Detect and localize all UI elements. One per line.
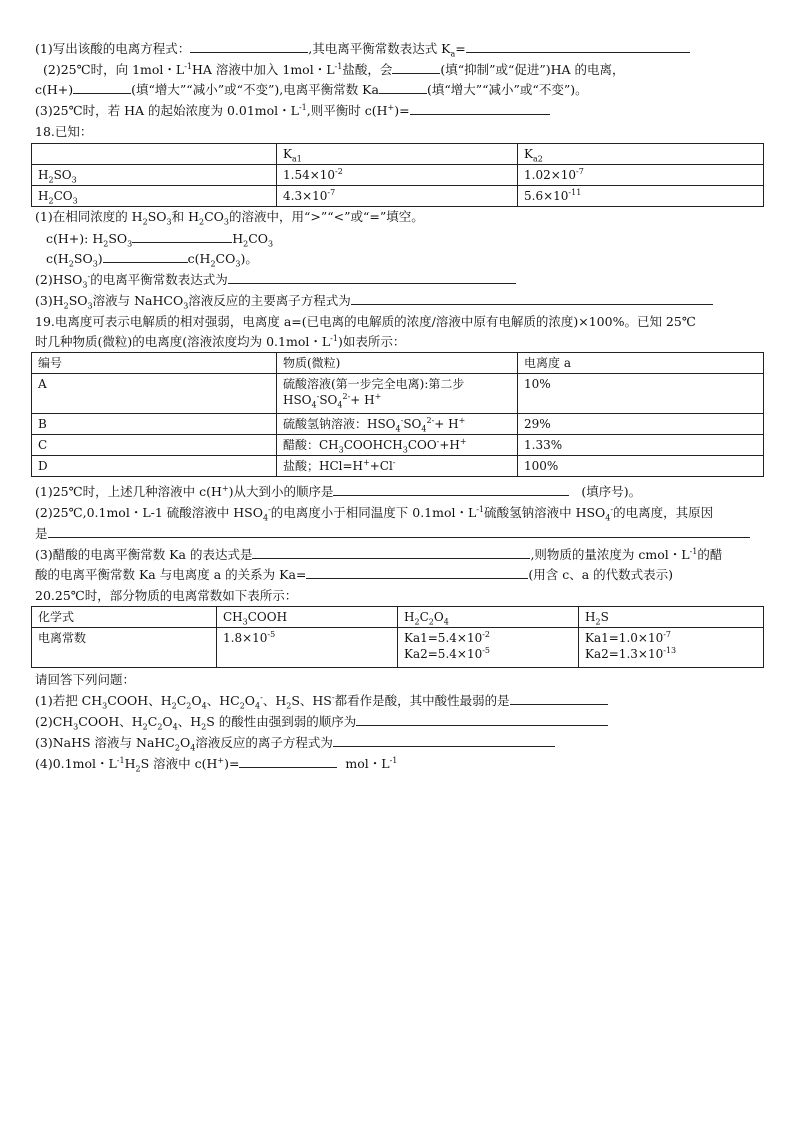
q17-part2: (2)25℃时，向 1mol・$L^{-1}HA$ 溶液中加入 1mol・$L^{-1}$盐酸，会 (填“抑制”或“促进”)HA 的电离，: [43, 61, 625, 77]
table-header: $H_2S$: [579, 607, 764, 628]
answer-blank[interactable]: [190, 41, 308, 53]
q18-title: 18.已知：: [35, 124, 93, 139]
q20-ask: 请回答下列问题：: [35, 672, 136, 687]
table-cell: $Ka1=5.4\times 10^{-2}$ $Ka2=5.4\times 10^{-5}$: [398, 628, 579, 668]
q19-ionization-table: [31, 352, 764, 477]
table-cell: $H_2CO_3$: [32, 186, 277, 207]
table-header: $H_2C_2O_4$: [398, 607, 579, 628]
table-cell: $1.54\times 10^{-2}$: [277, 165, 518, 186]
q20-constant-table: [31, 606, 764, 668]
table-row: [32, 628, 764, 668]
table-cell: $1.02\times 10^{-7}$: [518, 165, 764, 186]
q20-part2: $(2)CH_3COOH$、$H_2C_2O_4$、$H_2S$ 的酸性由强到弱的顺序为: [35, 714, 608, 730]
table-header: 编号: [32, 353, 277, 374]
answer-blank[interactable]: [239, 756, 337, 768]
table-row: [32, 435, 764, 456]
q17-part1: (1)写出该酸的电离方程式： ,其电离平衡常数表达式 $K_a=$: [35, 41, 690, 57]
table-cell: $5.6\times 10^{-11}$: [518, 186, 764, 207]
q18-compare-1: c(H+): $H_2SO_3$ $H_2CO_3$: [46, 231, 274, 249]
table-cell: [32, 144, 277, 165]
table-cell: 10%: [518, 374, 764, 414]
table-cell: 硫酸溶液(第一步完全电离):第二步 $HSO_4^-SO_4^{2-}+ H^+$: [277, 374, 518, 414]
table-row: [32, 456, 764, 477]
q20-part4: (4)0.1mol・$L^{-1}H_2S$ 溶液中 c(H+)= mol・$L^{-1}$: [35, 755, 398, 774]
table-cell: $1.8\times 10^{-5}$: [217, 628, 398, 668]
answer-blank[interactable]: [379, 82, 427, 94]
q19-intro: 19.电离度可表示电解质的相对强弱，电离度 a=(已电离的电解质的浓度/溶液中原有电解质的浓度)×100%。已知 25℃: [35, 314, 696, 329]
table-row: [32, 374, 764, 414]
answer-blank[interactable]: [73, 82, 131, 94]
answer-blank[interactable]: [306, 567, 528, 579]
table-cell: 醋酸：$CH_3COOHCH_3COO^-+H^+$: [277, 435, 518, 456]
answer-blank[interactable]: [48, 526, 750, 538]
answer-blank[interactable]: [228, 272, 516, 284]
q18-part2: $(2)HSO_3^-$的电离平衡常数表达式为: [35, 272, 516, 288]
table-header: 电离度 a: [518, 353, 764, 374]
table-row: [32, 186, 764, 207]
q19-part2-cont: 是: [35, 526, 750, 542]
answer-blank[interactable]: [252, 547, 530, 559]
answer-blank[interactable]: [333, 735, 555, 747]
answer-blank[interactable]: [392, 62, 440, 74]
q18-compare-2: $c(H_2SO_3)$ $c(H_2CO_3)$。: [46, 251, 258, 269]
table-cell: 电离常数: [32, 628, 217, 668]
answer-blank[interactable]: [333, 484, 569, 496]
table-cell: A: [32, 374, 277, 414]
table-cell: 100%: [518, 456, 764, 477]
q20-title: 20.25℃时，部分物质的电离常数如下表所示：: [35, 588, 298, 603]
answer-blank[interactable]: [410, 103, 550, 115]
answer-blank[interactable]: [132, 231, 232, 243]
q19-intro-cont: 时几种物质(微粒)的电离度(溶液浓度均为 0.1mol・$L^{-1}$)如表所示：: [35, 333, 406, 349]
table-cell: $H_2SO_3$: [32, 165, 277, 186]
table-cell: $4.3\times 10^{-7}$: [277, 186, 518, 207]
table-header: 化学式: [32, 607, 217, 628]
table-header: $CH_3COOH$: [217, 607, 398, 628]
table-cell: 1.33%: [518, 435, 764, 456]
q19-part3-cont: 酸的电离平衡常数 Ka 与电离度 a 的关系为 Ka= (用含 c、a 的代数式表示): [35, 567, 674, 582]
table-cell: C: [32, 435, 277, 456]
table-row: [32, 165, 764, 186]
q18-part3: $(3)H_2SO_3$溶液与 NaHCO$_3$溶液反应的主要离子方程式为: [35, 293, 713, 309]
q18-part1: (1)在相同浓度的 $H_2SO_3$和 $H_2CO_3$的溶液中，用“>”“<”或“=”填空。: [35, 209, 424, 227]
table-cell: D: [32, 456, 277, 477]
q19-part1: (1)25℃时，上述几种溶液中 c(H+)从大到小的顺序是 (填序号)。: [35, 483, 642, 499]
q19-part2: (2)25℃,0.1mol・L-1 硫酸溶液中 $HSO_4^-$的电离度小于相同温度下 0.1mol・$L^{-1}$硫酸氢钠溶液中 $HSO_4^-$的电离度，其原因: [35, 504, 714, 523]
answer-blank[interactable]: [351, 293, 713, 305]
q19-part3: (3)醋酸的电离平衡常数 Ka 的表达式是 ,则物质的量浓度为 cmol・$L^{-1}$的醋: [35, 546, 723, 562]
answer-blank[interactable]: [356, 714, 608, 726]
q17-part3: (3)25℃时，若 HA 的起始浓度为 0.01mol・$L^{-1}$,则平衡时 c(H+)=: [35, 103, 550, 119]
table-cell: 硫酸氢钠溶液：$HSO_4^-SO_4^{2-}+ H^+$: [277, 414, 518, 435]
table-cell: $Ka1=1.0\times 10^{-7}$ $Ka2=1.3\times 10^{-13}$: [579, 628, 764, 668]
q18-ka-table: [31, 143, 764, 207]
q17-part2-cont: c(H+) (填“增大”“减小”或“不变”),电离平衡常数 Ka (填“增大”“减小”或“不变”)。: [35, 82, 588, 97]
table-cell: 29%: [518, 414, 764, 435]
table-header: $K_{a1}$: [277, 144, 518, 165]
answer-blank[interactable]: [510, 693, 608, 705]
answer-blank[interactable]: [103, 251, 188, 263]
q20-part3: (3)NaHS 溶液与 $NaHC_2O_4$溶液反应的离子方程式为: [35, 735, 555, 751]
table-cell: B: [32, 414, 277, 435]
table-cell: 盐酸；HCl=H++Cl-: [277, 456, 518, 477]
q20-part1: (1)若把 $CH_3COOH$、$H_2C_2O_4$、$HC_2O_4^-$、$H_2S$、HS-都看作是酸，其中酸性最弱的是: [35, 693, 608, 709]
table-header: $K_{a2}$: [518, 144, 764, 165]
table-header: 物质(微粒): [277, 353, 518, 374]
table-row: [32, 414, 764, 435]
answer-blank[interactable]: [466, 41, 690, 53]
